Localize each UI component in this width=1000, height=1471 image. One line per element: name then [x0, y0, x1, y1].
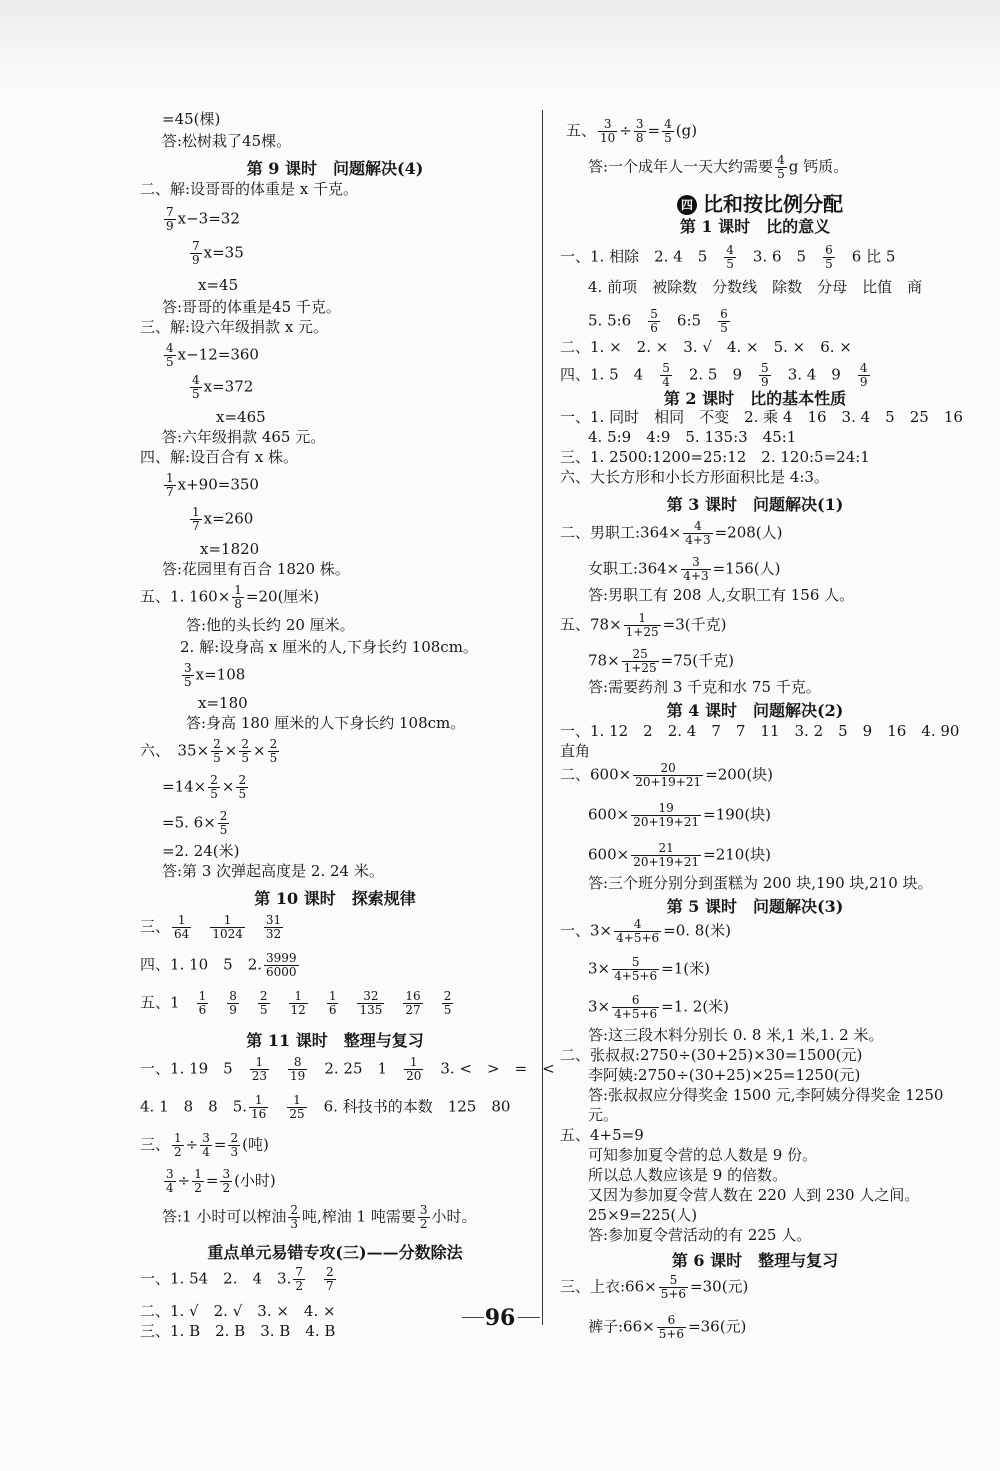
lesson-heading: 第 5 课时 问题解决(3) — [666, 897, 844, 916]
fraction: $\frac{2}{5}$ — [259, 989, 268, 1017]
equation-line: 二、男职工:364× $\frac{4}{4+3}$ =208(人) — [560, 519, 783, 547]
equation-line: 一、3× $\frac{4}{4+5+6}$ =0. 8(米) — [560, 917, 732, 945]
lesson-heading: 第 9 课时 问题解决(4) — [246, 159, 424, 178]
text-line: 答:这三段木料分别长 0. 8 米,1 米,1. 2 米。 — [588, 1026, 884, 1044]
text-line: =45(棵) — [162, 110, 221, 128]
section-heading: 重点单元易错专攻(三)——分数除法 — [207, 1243, 463, 1262]
fraction: $\frac{1}{8}$ — [234, 583, 242, 611]
fraction: $\frac{3}{10}$ — [600, 117, 616, 145]
unit-title — [560, 188, 960, 217]
equation-line: $\frac{4}{5}$ x−12=360 — [166, 341, 259, 369]
text-line: 二、张叔叔:2750÷(30+25)×30=1500(元) — [560, 1046, 863, 1064]
fraction: $\frac{2}{5}$ — [241, 737, 250, 765]
equation-line: 五、1. 160× $\frac{1}{8}$ =20(厘米) — [140, 583, 320, 611]
fraction: $\frac{1}{16}$ — [251, 1093, 267, 1121]
fraction: $\frac{1}{20}$ — [406, 1055, 422, 1083]
equation-line: 三、 $\frac{1}{64}$ $\frac{1}{1024}$ $\frac{31}{32}$ — [140, 913, 282, 941]
text-line: 4. 5:9 4:9 5. 135:3 45:1 — [588, 428, 797, 446]
fraction: $\frac{3}{8}$ — [635, 117, 644, 145]
equation-line: x=465 — [216, 408, 266, 426]
lesson-heading: 第 1 课时 比的意义 — [679, 217, 831, 236]
text-line: 2. 解:设身高 x 厘米的人,下身长约 108cm。 — [180, 638, 478, 656]
equation-line: 三、上衣:66× $\frac{5}{5+6}$ =30(元) — [560, 1273, 749, 1301]
text-line: 答:需要药剂 3 千克和水 75 千克。 — [588, 678, 821, 696]
lesson-heading: 第 6 课时 整理与复习 — [671, 1251, 839, 1270]
equation-line: 600× $\frac{19}{20+19+21}$ =190(块) — [588, 801, 772, 829]
fraction: $\frac{4}{4+5+6}$ — [616, 917, 660, 945]
equation-line: 二、600× $\frac{20}{20+19+21}$ =200(块) — [560, 761, 774, 789]
fraction: $\frac{5}{4}$ — [662, 361, 670, 389]
equation-line: 四、1. 10 5 2. $\frac{3999}{6000}$ — [140, 951, 297, 979]
equation-line: =2. 24(米) — [162, 842, 240, 860]
text-line: 25×9=225(人) — [588, 1206, 698, 1224]
equation-line: 四、1. 5 4 $\frac{5}{4}$ 2. 5 9 $\frac{5}{9}$ 3. 4 9 $\frac{4}{9}$ — [560, 361, 868, 389]
fraction: $\frac{3}{4+3}$ — [683, 555, 709, 583]
equation-line: 女职工:364× $\frac{3}{4+3}$ =156(人) — [588, 555, 781, 583]
fraction: $\frac{6}{5}$ — [825, 243, 833, 271]
text-line: 答:花园里有百合 1820 株。 — [162, 560, 350, 578]
fraction: $\frac{32}{135}$ — [359, 989, 383, 1017]
equation-line: $\frac{1}{7}$ x=260 — [192, 505, 254, 533]
equation-line: $\frac{3}{4}$ ÷ $\frac{1}{2}$ = $\frac{3}{2}$ (小时) — [166, 1167, 276, 1195]
text-line: 答:张叔叔应分得奖金 1500 元,李阿姨分得奖金 1250 — [588, 1086, 944, 1104]
fraction: $\frac{2}{7}$ — [326, 1265, 334, 1293]
fraction: $\frac{3}{5}$ — [184, 661, 192, 689]
equation-line: 六、 35× $\frac{2}{5}$ × $\frac{2}{5}$ × $\frac{2}{5}$ — [140, 737, 278, 765]
text-line: 直角 — [560, 742, 591, 760]
text-line: 二、1. × 2. × 3. √ 4. × 5. × 6. × — [560, 338, 852, 356]
fraction: $\frac{1}{1024}$ — [212, 913, 243, 941]
fraction: $\frac{1}{25}$ — [289, 1093, 305, 1121]
text-line: 一、1. 同时 相同 不变 2. 乘 4 16 3. 4 5 25 16 — [560, 408, 963, 426]
equation-line: 5. 5:6 $\frac{5}{6}$ 6:5 $\frac{6}{5}$ — [588, 307, 728, 335]
fraction: $\frac{6}{5}$ — [720, 307, 728, 335]
text-line: 三、解:设六年级捐款 x 元。 — [140, 318, 329, 336]
fraction: $\frac{1}{2}$ — [174, 1131, 182, 1159]
fraction: $\frac{6}{4+5+6}$ — [614, 993, 658, 1021]
equation-line: 三、 $\frac{1}{2}$ ÷ $\frac{3}{4}$ = $\frac{2}{3}$ (吨) — [140, 1131, 269, 1159]
text-line: 答:男职工有 208 人,女职工有 156 人。 — [588, 586, 855, 604]
text-line: 二、1. √ 2. √ 3. × 4. × — [140, 1302, 336, 1320]
fraction: $\frac{1}{2}$ — [194, 1167, 202, 1195]
equation-line: $\frac{4}{5}$ x=372 — [192, 373, 254, 401]
text-line: 答:哥哥的体重是45 千克。 — [162, 298, 341, 316]
fraction: $\frac{4}{5}$ — [777, 153, 785, 181]
fraction: $\frac{2}{5}$ — [443, 989, 452, 1017]
fraction: $\frac{4}{5}$ — [166, 341, 174, 369]
equation-line: 4. 1 8 8 5. $\frac{1}{16}$ $\frac{1}{25}$ 6. 科技书的本数 125 80 — [140, 1093, 511, 1121]
fraction: $\frac{31}{32}$ — [265, 913, 282, 941]
equation-line: 裤子:66× $\frac{6}{5+6}$ =36(元) — [588, 1313, 747, 1341]
fraction: $\frac{5}{6}$ — [650, 307, 658, 335]
text-line: 答:第 3 次弹起高度是 2. 24 米。 — [162, 862, 384, 880]
equation-line: 一、1. 19 5 $\frac{1}{23}$ $\frac{8}{19}$ 2. 25 1 $\frac{1}{20}$ 3. < > = < — [140, 1055, 555, 1083]
fraction: $\frac{7}{2}$ — [295, 1265, 303, 1293]
text-line: 答:参加夏令营活动的有 225 人。 — [588, 1226, 812, 1244]
text-line: 答:身高 180 厘米的人下身长约 108cm。 — [186, 714, 466, 732]
equation-line: $\frac{7}{9}$ x−3=32 — [166, 205, 240, 233]
lesson-heading: 第 2 课时 比的基本性质 — [663, 389, 847, 408]
fraction: $\frac{1}{7}$ — [166, 471, 174, 499]
fraction: $\frac{8}{19}$ — [290, 1055, 306, 1083]
fraction: $\frac{7}{9}$ — [192, 239, 200, 267]
equation-line: =14× $\frac{2}{5}$ × $\frac{2}{5}$ — [162, 773, 247, 801]
fraction: $\frac{8}{9}$ — [229, 989, 237, 1017]
fraction: $\frac{20}{20+19+21}$ — [635, 761, 702, 789]
fraction: $\frac{25}{1+25}$ — [623, 647, 657, 675]
fraction: $\frac{1}{1+25}$ — [625, 611, 659, 639]
fraction: $\frac{2}{5}$ — [238, 773, 247, 801]
equation-line: 3× $\frac{5}{4+5+6}$ =1(米) — [588, 955, 710, 983]
fraction: $\frac{1}{23}$ — [251, 1055, 268, 1083]
fraction: $\frac{2}{5}$ — [269, 737, 278, 765]
lesson-heading: 第 11 课时 整理与复习 — [246, 1031, 424, 1050]
equation-line: 一、1. 相除 2. 4 5 $\frac{4}{5}$ 3. 6 5 $\frac{6}{5}$ 6 比 5 — [560, 243, 896, 271]
equation-line: 3× $\frac{6}{4+5+6}$ =1. 2(米) — [588, 993, 730, 1021]
text-line: 答:六年级捐款 465 元。 — [162, 428, 326, 446]
equation-line: x=180 — [198, 694, 248, 712]
text-line: 六、大长方形和小长方形面积比是 4:3。 — [560, 468, 829, 486]
fraction: $\frac{5}{4+5+6}$ — [614, 955, 658, 983]
fraction: $\frac{4}{5}$ — [664, 117, 672, 145]
equation-line: x=1820 — [200, 540, 260, 558]
text-line: 4. 前项 被除数 分数线 除数 分母 比值 商 — [588, 278, 923, 296]
fraction: $\frac{2}{5}$ — [213, 737, 221, 765]
text-line: 二、解:设哥哥的体重是 x 千克。 — [140, 180, 359, 198]
fraction: $\frac{1}{6}$ — [198, 989, 207, 1017]
fraction: $\frac{3}{4}$ — [166, 1167, 174, 1195]
fraction: $\frac{21}{20+19+21}$ — [633, 841, 700, 869]
text-line: 李阿姨:2750÷(30+25)×25=1250(元) — [588, 1066, 861, 1084]
equation-line: 五、 $\frac{3}{10}$ ÷ $\frac{3}{8}$ = $\frac{4}{5}$ (g) — [566, 117, 698, 145]
text-line: 一、1. 12 2 2. 4 7 7 11 3. 2 5 9 16 4. 90 — [560, 722, 960, 740]
text-line: 答:松树栽了45棵。 — [162, 132, 292, 150]
equation-line: 600× $\frac{21}{20+19+21}$ =210(块) — [588, 841, 772, 869]
fraction: $\frac{3}{2}$ — [222, 1167, 231, 1195]
equation-line: 五、1 $\frac{1}{6}$ $\frac{8}{9}$ $\frac{2}{5}$ $\frac{1}{12}$ $\frac{1}{6}$ $\frac{32}{135}$ $\frac{16}{27}$ $\frac{2}{5}$ — [140, 989, 452, 1017]
fraction: $\frac{2}{5}$ — [210, 773, 218, 801]
fraction: $\frac{5}{5+6}$ — [660, 1273, 687, 1301]
equation-line: 78× $\frac{25}{1+25}$ =75(千克) — [588, 647, 734, 675]
fraction: $\frac{4}{5}$ — [726, 243, 734, 271]
text-line: 所以总人数应该是 9 的倍数。 — [588, 1166, 788, 1184]
equation-line: 答:1 小时可以榨油 $\frac{2}{3}$ 吨,榨油 1 吨需要 $\frac{3}{2}$ 小时。 — [162, 1203, 477, 1231]
equation-line: =5. 6× $\frac{2}{5}$ — [162, 809, 228, 837]
lesson-heading: 第 10 课时 探索规律 — [254, 889, 416, 908]
fraction: $\frac{19}{20+19+21}$ — [633, 801, 700, 829]
fraction: $\frac{1}{6}$ — [328, 989, 337, 1017]
text-line: 三、1. B 2. B 3. B 4. B — [140, 1322, 336, 1340]
text-line: 答:他的头长约 20 厘米。 — [186, 616, 355, 634]
page-number: 96 — [484, 1305, 516, 1331]
page-number-dash — [518, 1317, 540, 1318]
fraction: $\frac{2}{5}$ — [219, 809, 228, 837]
scan-top-band — [0, 0, 1000, 92]
text-line: 三、1. 2500:1200=25:12 2. 120:5=24:1 — [560, 448, 870, 466]
column-divider — [542, 110, 543, 1325]
fraction: $\frac{7}{9}$ — [166, 205, 174, 233]
fraction: $\frac{6}{5+6}$ — [658, 1313, 685, 1341]
fraction: $\frac{16}{27}$ — [405, 989, 421, 1017]
text-line: 答:三个班分别分到蛋糕为 200 块,190 块,210 块。 — [588, 874, 933, 892]
equation-line: $\frac{1}{7}$ x+90=350 — [166, 471, 259, 499]
fraction: $\frac{2}{3}$ — [230, 1131, 239, 1159]
fraction: $\frac{3999}{6000}$ — [266, 951, 297, 979]
fraction: $\frac{3}{4}$ — [202, 1131, 210, 1159]
unit-title-text: 比和按比例分配 — [703, 192, 843, 216]
equation-line: $\frac{7}{9}$ x=35 — [192, 239, 244, 267]
text-line: 可知参加夏令营的总人数是 9 份。 — [588, 1146, 818, 1164]
fraction: $\frac{4}{4+3}$ — [685, 519, 711, 547]
fraction: $\frac{1}{7}$ — [192, 505, 200, 533]
equation-line: 答:一个成年人一天大约需要 $\frac{4}{5}$ g 钙质。 — [588, 153, 849, 181]
equation-line: x=45 — [198, 276, 239, 294]
text-line: 元。 — [588, 1106, 619, 1124]
equation-line: 五、78× $\frac{1}{1+25}$ =3(千克) — [560, 611, 727, 639]
text-line: 四、解:设百合有 x 株。 — [140, 448, 299, 466]
fraction: $\frac{1}{64}$ — [174, 913, 190, 941]
lesson-heading: 第 4 课时 问题解决(2) — [666, 701, 844, 720]
equation-line: 一、1. 54 2. 4 3. $\frac{7}{2}$ $\frac{2}{7}$ — [140, 1265, 334, 1293]
fraction: $\frac{3}{2}$ — [419, 1203, 428, 1231]
fraction: $\frac{4}{5}$ — [192, 373, 200, 401]
equation-line: $\frac{3}{5}$ x=108 — [184, 661, 246, 689]
fraction: $\frac{2}{3}$ — [290, 1203, 299, 1231]
fraction: $\frac{1}{12}$ — [290, 989, 306, 1017]
text-line: 又因为参加夏令营人数在 220 人到 230 人之间。 — [588, 1186, 920, 1204]
fraction: $\frac{4}{9}$ — [859, 361, 868, 389]
unit-number-badge: 四 — [677, 195, 697, 215]
fraction: $\frac{5}{9}$ — [761, 361, 769, 389]
lesson-heading: 第 3 课时 问题解决(1) — [666, 495, 844, 514]
text-line: 五、4+5=9 — [560, 1126, 644, 1144]
